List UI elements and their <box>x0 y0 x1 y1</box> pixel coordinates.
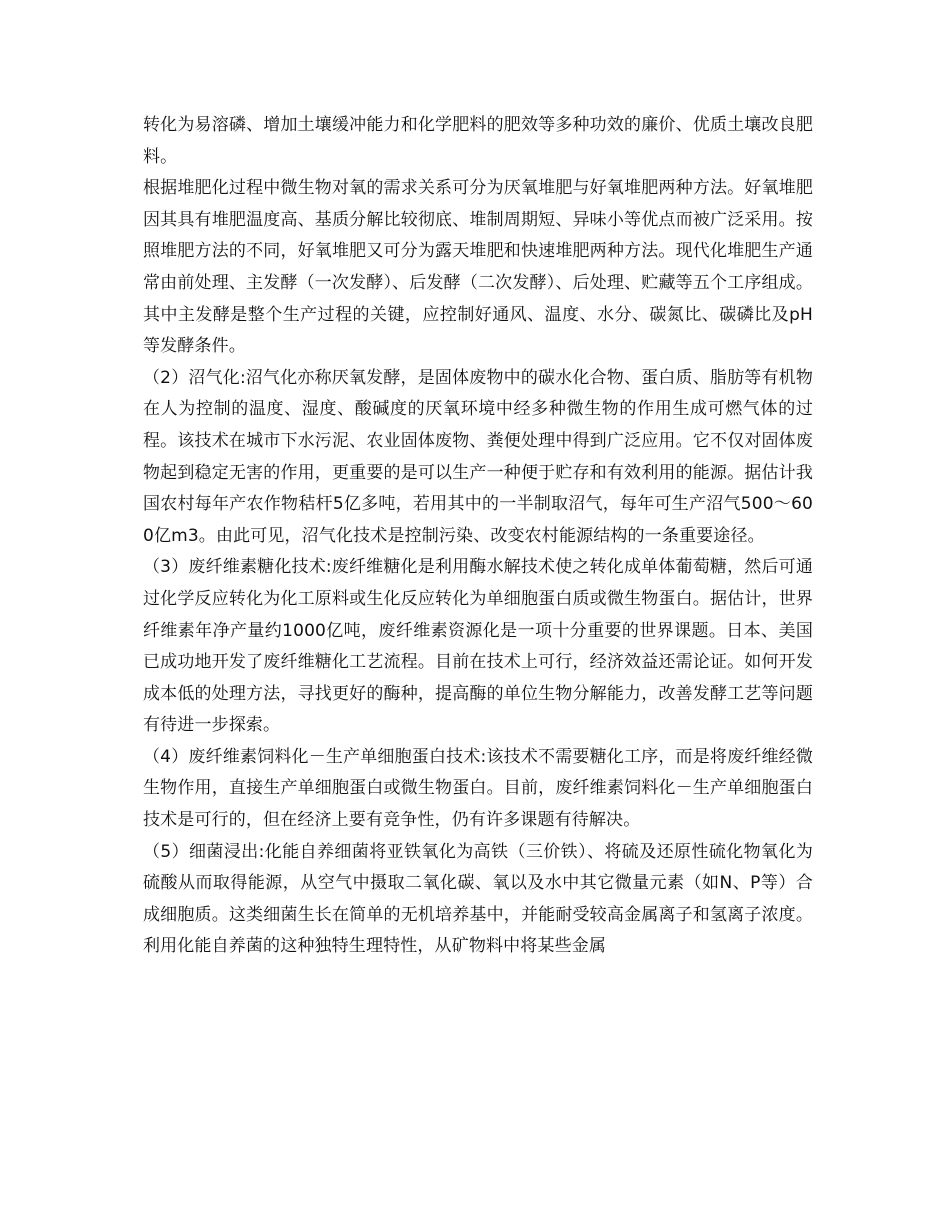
paragraph-cellulose-feed-protein: （4）废纤维素饲料化－生产单细胞蛋白技术:该技术不需要糖化工序，而是将废纤维经微生物作用，直接生产单细胞蛋白或微生物蛋白。目前，废纤维素饲料化－生产单细胞蛋白技术是可行的，但在经济上要有竞争性，仍有许多课题有待解决。 <box>143 746 813 831</box>
paragraph-biogas: （2）沼气化:沼气化亦称厌氧发酵，是固体废物中的碳水化合物、蛋白质、脂肪等有机物在人为控制的温度、湿度、酸碱度的厌氧环境中经多种微生物的作用生成可燃气体的过程。该技术在城市下水污泥、农业固体废物、粪便处理中得到广泛应用。它不仅对固体废物起到稳定无害的作用，更重要的是可以生产一种便于贮存和有效利用的能源。据估计我国农村每年产农作物秸杆5亿多吨，若用其中的一半制取沼气，每年可生产沼气500～600亿m3。由此可见，沼气化技术是控制污染、改变农村能源结构的一条重要途径。 <box>143 367 813 546</box>
document-body <box>143 110 813 963</box>
paragraph-compost-fertilizer-tail: 转化为易溶磷、增加土壤缓冲能力和化学肥料的肥效等多种功效的廉价、优质土壤改良肥料。 <box>143 115 813 167</box>
paragraph-bacterial-leaching: （5）细菌浸出:化能自养细菌将亚铁氧化为高铁（三价铁）、将硫及还原性硫化物氧化为硫酸从而取得能源，从空气中摄取二氧化碳、氧以及水中其它微量元素（如N、P等）合成细胞质。这类细菌生长在简单的无机培养基中，并能耐受较高金属离子和氢离子浓度。利用化能自养菌的这种独特生理特性，从矿物料中将某些金属 <box>143 841 813 957</box>
paragraph-composting-methods: 根据堆肥化过程中微生物对氧的需求关系可分为厌氧堆肥与好氧堆肥两种方法。好氧堆肥因其具有堆肥温度高、基质分解比较彻底、堆制周期短、异味小等优点而被广泛采用。按照堆肥方法的不同，好氧堆肥又可分为露天堆肥和快速堆肥两种方法。现代化堆肥生产通常由前处理、主发酵（一次发酵）、后发酵（二次发酵）、后处理、贮藏等五个工序组成。其中主发酵是整个生产过程的关键，应控制好通风、温度、水分、碳氮比、碳磷比及pH等发酵条件。 <box>143 178 813 357</box>
paragraph-cellulose-saccharification: （3）废纤维素糖化技术:废纤维糖化是利用酶水解技术使之转化成单体葡萄糖，然后可通过化学反应转化为化工原料或生化反应转化为单细胞蛋白质或微生物蛋白。据估计，世界纤维素年净产量约1000亿吨，废纤维素资源化是一项十分重要的世界课题。日本、美国已成功地开发了废纤维糖化工艺流程。目前在技术上可行，经济效益还需论证。如何开发成本低的处理方法，寻找更好的酶种，提高酶的单位生物分解能力，改善发酵工艺等问题有待进一步探索。 <box>143 557 813 736</box>
